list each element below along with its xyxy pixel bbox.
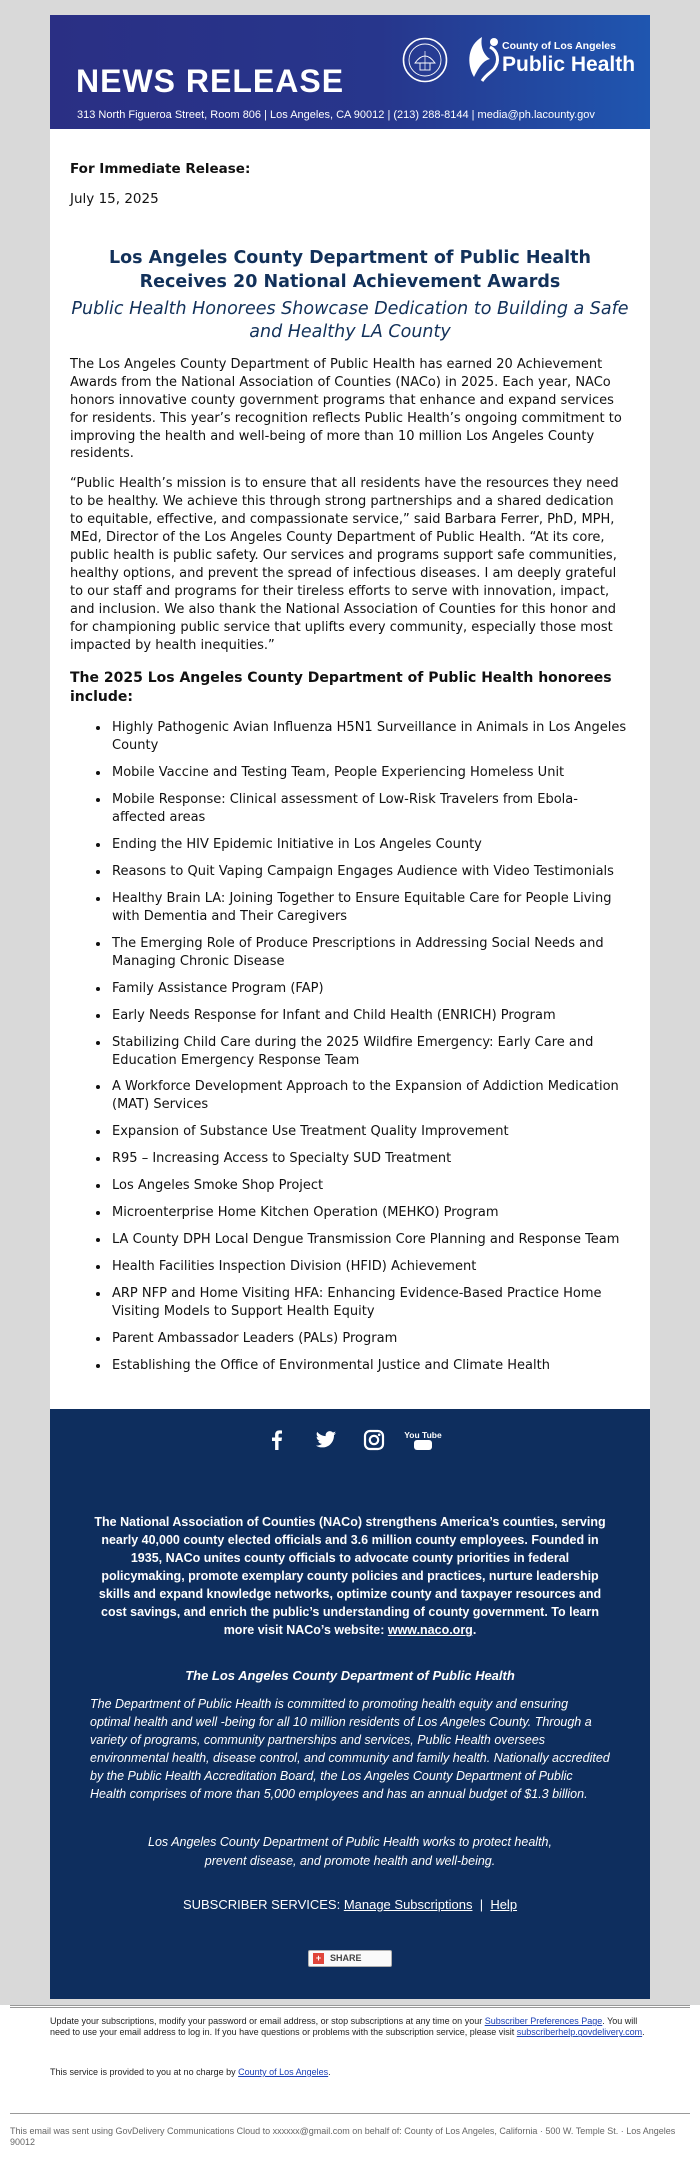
honoree-item: • Parent Ambassador Leaders (PALs) Program — [110, 1330, 630, 1348]
honoree-item: • Stabilizing Child Care during the 2025 Wildfire Emergency: Early Care and Education Emergency Response Team — [110, 1034, 630, 1070]
article-body — [50, 356, 650, 1375]
sent-via-text: This email was sent using GovDelivery Communications Cloud to xxxxxx@gmail.com on behalf of: County of Los Angeles, California · 500 W. Temple St. · Los Angeles 90012 — [10, 2126, 676, 2148]
for-immediate-release: For Immediate Release: — [70, 161, 251, 177]
instagram-icon[interactable] — [363, 1429, 385, 1451]
subscriber-help-link[interactable]: subscriberhelp.govdelivery.com — [516, 2027, 643, 2038]
manage-subscriptions-link[interactable]: Manage Subscriptions — [343, 1896, 473, 1912]
honoree-item: • Establishing the Office of Environmental Justice and Climate Health — [110, 1357, 630, 1375]
separator: | — [479, 1896, 484, 1912]
share-label: SHARE — [330, 1952, 362, 1963]
honoree-item: • Early Needs Response for Infant and Child Health (ENRICH) Program — [110, 1007, 630, 1025]
honoree-item: • Microenterprise Home Kitchen Operation (MEHKO) Program — [110, 1204, 630, 1222]
honoree-item: • Expansion of Substance Use Treatment Quality Improvement — [110, 1123, 630, 1141]
banner-contact-line: 313 North Figueroa Street, Room 806 | Los Angeles, CA 90012 | (213) 288-8144 | media@ph.lacounty.gov — [77, 109, 595, 121]
youtube-icon[interactable] — [403, 1429, 442, 1451]
email-card — [50, 15, 650, 1999]
honoree-item: • Ending the HIV Epidemic Initiative in Los Angeles County — [110, 836, 630, 854]
logo-public-health-text: Public Health — [502, 53, 636, 76]
social-links — [90, 1429, 610, 1463]
naco-website-link[interactable]: www.naco.org — [387, 1623, 473, 1638]
plus-icon: + — [313, 1953, 324, 1964]
department-description: The Department of Public Health is committed to promoting health equity and ensuring optimal health and well -being for all 10 million residents of Los Angeles County. Through a variety of programs, community partnerships and services, Public Health oversees environmental health, disease control, and community and family health. Nationally accredited by the Public Health Accreditation Board, the Los Angeles County Department of Public Health comprises of more than 5,000 employees and has an annual budget of $1.3 billion. — [90, 1696, 610, 1802]
twitter-icon[interactable] — [315, 1429, 337, 1451]
subscription-footer — [0, 2005, 700, 2162]
help-link[interactable]: Help — [490, 1896, 518, 1912]
headline: Los Angeles County Department of Public Health Receives 20 National Achievement Awards — [108, 248, 591, 292]
honoree-item: • A Workforce Development Approach to the Expansion of Addiction Medication (MAT) Services — [110, 1078, 630, 1114]
naco-description: The National Association of Counties (NACo) strengthens America’s counties, serving nearly 40,000 county elected officials and 3.6 million county employees. Founded in 1935, NACo unites county officials to advocate county priorities in federal policymaking, promote exemplary county policies and practices, nurture leadership skills and expand knowledge networks, optimize county and taxpayer resources and cost savings, and enrich the public’s understanding of county government. To learn more visit NACo’s website: www.naco.org. — [94, 1514, 606, 1638]
honoree-item: • Mobile Response: Clinical assessment of Low-Risk Travelers from Ebola-affected areas — [110, 791, 630, 827]
subscriber-preferences-link[interactable]: Subscriber Preferences Page — [484, 2016, 603, 2026]
release-date: July 15, 2025 — [70, 191, 159, 207]
update-text: Update your subscriptions, modify your password or email address, or stop subscriptions at any time on your — [50, 2016, 485, 2026]
divider — [10, 2005, 690, 2006]
facebook-icon[interactable] — [266, 1429, 288, 1451]
release-info — [50, 129, 650, 217]
paragraph-2: “Public Health’s mission is to ensure that all residents have the resources they need to be healthy. We achieve this through strong partnerships and a shared dedication to equitable, effective, and compassionate service,” said Barbara Ferrer, PhD, MPH, MEd, Director of the Los Angeles County Department of Public Health. “At its core, public health is public safety. Our services and programs support safe communities, healthy options, and prevent the spread of infectious diseases. I am deeply grateful to our staff and programs for their tireless efforts to serve with innovation, impact, and inclusion. We also thank the National Association of Counties for this honor and for championing public service that uplifts every community, especially those most impacted by health inequities.” — [70, 476, 619, 653]
provided-text: This service is provided to you at no charge by — [50, 2067, 239, 2077]
update-text-2: . You will need to use your email address to log in. If you have questions or problems with the subscription service, please visit — [50, 2016, 638, 2038]
honorees-title: The 2025 Los Angeles County Department of Public Health honorees include: — [70, 669, 612, 706]
honoree-item: • Reasons to Quit Vaping Campaign Engages Audience with Video Testimonials — [110, 863, 630, 881]
youtube-icon-label: You Tube — [403, 1429, 442, 1440]
footer — [50, 1409, 650, 1999]
news-release-banner — [50, 15, 650, 129]
honoree-item: • Family Assistance Program (FAP) — [110, 980, 630, 998]
honoree-item: • ARP NFP and Home Visiting HFA: Enhancing Evidence-Based Practice Home Visiting Models to Support Health Equity — [110, 1285, 630, 1321]
honoree-item: • Highly Pathogenic Avian Influenza H5N1 Surveillance in Animals in Los Angeles County — [110, 719, 630, 755]
mission-line-1: Los Angeles County Department of Public Health works to protect health, — [148, 1835, 552, 1850]
mission-statement — [90, 1833, 610, 1871]
honoree-item: • The Emerging Role of Produce Prescriptions in Addressing Social Needs and Managing Chronic Disease — [110, 935, 630, 971]
update-subscriptions-text: Update your subscriptions, modify your password or email address, or stop subscriptions at any time on your Subscriber Preferences Page. You will need to use your email address to log in. If you have questions or problems with the subscription service, please visit subscriberhelp.govdelivery.com. — [50, 2016, 645, 2038]
divider — [10, 2007, 690, 2008]
honoree-item: • LA County DPH Local Dengue Transmission Core Planning and Response Team — [110, 1231, 630, 1249]
subscriber-services-label: SUBSCRIBER SERVICES: — [182, 1896, 344, 1912]
paragraph-1: The Los Angeles County Department of Public Health has earned 20 Achievement Awards from the National Association of Counties (NACo) in 2025. Each year, NACo honors innovative county government programs that enhance and expand services for residents. This year’s recognition reflects Public Health’s ongoing commitment to improving the health and well-being of more than 10 million Los Angeles County residents. — [70, 356, 622, 462]
county-seal-icon — [402, 37, 448, 83]
share-button[interactable] — [308, 1950, 392, 1967]
honoree-item: • Healthy Brain LA: Joining Together to Ensure Equitable Care for People Living with Dementia and Their Caregivers — [110, 890, 630, 926]
naco-text: The National Association of Counties (NACo) strengthens America’s counties, serving nearly 40,000 county elected officials and 3.6 million county employees. Founded in 1935, NACo unites county officials to advocate county priorities in federal policymaking, promote exemplary county policies and practices, nurture leadership skills and expand knowledge networks, optimize county and taxpayer resources and cost savings, and enrich the public’s understanding of county government. To learn more visit NACo’s website: — [94, 1514, 606, 1638]
divider — [10, 2113, 690, 2114]
honoree-item: • Health Facilities Inspection Division (HFID) Achievement — [110, 1258, 630, 1276]
subscriber-services — [90, 1897, 610, 1912]
honoree-item: • Mobile Vaccine and Testing Team, People Experiencing Homeless Unit — [110, 764, 630, 782]
logo-county-text: County of Los Angeles — [502, 40, 616, 52]
department-title: The Los Angeles County Department of Public Health — [185, 1667, 515, 1683]
honorees-list — [70, 719, 630, 1374]
mission-line-2: prevent disease, and promote health and well-being. — [204, 1854, 496, 1869]
county-of-los-angeles-link[interactable]: County of Los Angeles — [238, 2067, 329, 2077]
subheadline: Public Health Honorees Showcase Dedication to Building a Safe and Healthy LA County — [71, 299, 629, 342]
honoree-item: • R95 – Increasing Access to Specialty SUD Treatment — [110, 1150, 630, 1168]
service-provided-text: This service is provided to you at no charge by County of Los Angeles. — [50, 2067, 331, 2077]
banner-title: NEWS RELEASE — [76, 63, 345, 99]
honoree-item: • Los Angeles Smoke Shop Project — [110, 1177, 630, 1195]
